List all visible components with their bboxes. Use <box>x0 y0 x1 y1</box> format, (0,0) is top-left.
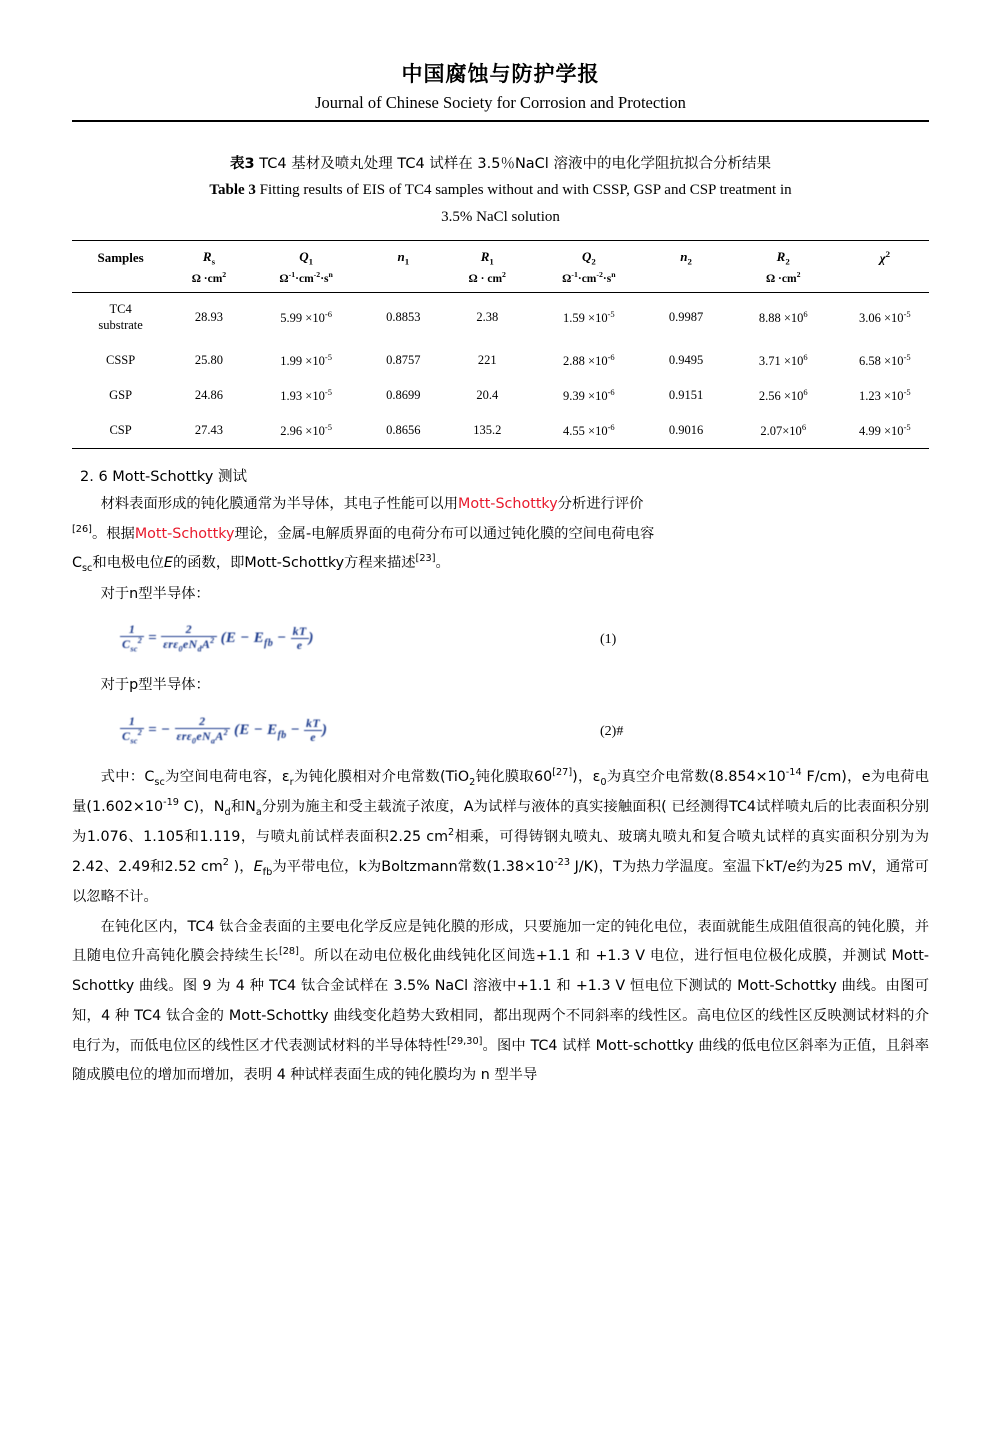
col-header-n2: $n_2$ <box>646 240 726 268</box>
p1-part-g: 。 <box>435 555 450 572</box>
p1-ref-26: [26] <box>72 523 92 535</box>
cell-n1: 0.8656 <box>364 413 444 449</box>
cell-r2: $2.07\times 10^6$ <box>726 413 841 449</box>
table-caption-cn-text: TC4 基材及喷丸处理 TC4 试样在 3.5％NaCl 溶液中的电化学阻抗拟合分析结果 <box>259 156 771 172</box>
p1-highlight-2: Mott-Schottky <box>134 525 235 542</box>
cell-rs: 24.86 <box>194 387 223 402</box>
table-caption-en-label: Table 3 <box>209 182 256 199</box>
paragraph-1-block <box>72 490 929 580</box>
cell-n2: 0.9016 <box>646 413 726 449</box>
cell-sample: GSP <box>109 387 133 402</box>
equation-1-image <box>120 623 450 657</box>
equation-2-row <box>72 715 929 749</box>
col-unit-chi2 <box>841 268 929 292</box>
cell-chi2: $1.23 \times 10^{-5}$ <box>859 386 911 403</box>
col-header-q1: $Q_1$ <box>249 240 364 268</box>
cell-n2: 0.9495 <box>668 352 704 367</box>
paragraph-1 <box>72 490 929 520</box>
table-row <box>72 343 929 378</box>
table-header-units <box>72 268 929 292</box>
paragraph-1-line3: $C_{sc}$和电极电位E的函数，即Mott-Schottky方程来描述[23]。 <box>72 553 450 575</box>
journal-header <box>72 0 929 122</box>
cell-n1: 0.8853 <box>386 310 421 325</box>
col-unit-n2 <box>646 268 726 292</box>
cell-chi2: $3.06 \times 10^{-5}$ <box>859 309 911 326</box>
cell-r1: 135.2 <box>443 413 531 449</box>
paragraph-1-line2 <box>72 520 929 550</box>
col-header-q2: $Q_2$ <box>531 240 646 268</box>
paragraph-p-type: 对于p型半导体： <box>100 677 210 694</box>
col-header-r2: $R_2$ <box>726 240 841 268</box>
table-caption-en-text: Fitting results of EIS of TC4 samples without and with CSSP, GSP and CSP treatment in <box>259 182 792 199</box>
p1-highlight-1: Mott-Schottky <box>458 496 558 513</box>
cell-q1: $1.99 \times 10^{-5}$ <box>280 351 332 368</box>
cell-r1: 20.4 <box>476 387 499 402</box>
table-caption-cn-label: 表3 <box>230 156 255 172</box>
cell-q2: $2.88 \times 10^{-6}$ <box>563 351 615 368</box>
equation-1-number: (1) <box>600 632 617 648</box>
cell-rs: 27.43 <box>169 413 249 449</box>
cell-sample: CSSP <box>105 352 136 367</box>
cell-q1: $2.96 \times 10^{-5}$ <box>249 413 364 449</box>
p1-part-a: 材料表面形成的钝化膜通常为半导体，其电子性能可以用 <box>100 496 459 513</box>
table-row <box>72 293 929 343</box>
col-unit-q2: $\Omega^{-1}\cdot cm^{-2}\cdot s^n$ <box>531 268 646 292</box>
cell-n1: 0.8757 <box>386 352 421 367</box>
cell-rs: 28.93 <box>194 310 223 325</box>
table-caption-en-line2: 3.5% NaCl solution <box>441 208 560 225</box>
col-unit-r1: $\Omega \cdot cm^2$ <box>443 268 531 292</box>
equation-1-row <box>72 623 929 657</box>
header-divider <box>72 120 929 122</box>
paragraph-n-type: 对于n型半导体： <box>100 585 210 602</box>
cell-chi2: $4.99 \times 10^{-5}$ <box>841 413 929 449</box>
p1-ref-23: [23] <box>415 553 436 565</box>
p1-part-d: 理论，金属-电解质界面的电荷分布可以通过钝化膜的空间电荷电容 <box>234 525 655 542</box>
equation-2-number: (2)# <box>600 724 624 740</box>
journal-title-en: Journal of Chinese Society for Corrosion and Protection <box>315 93 686 112</box>
cell-r2: $8.88 \times 10^6$ <box>758 309 808 326</box>
cell-n1: 0.8699 <box>386 387 421 402</box>
table-row <box>72 413 929 449</box>
section-heading: 2. 6 Mott-Schottky 测试 <box>80 469 247 486</box>
cell-chi2: $6.58 \times 10^{-5}$ <box>859 351 911 368</box>
col-unit-n1 <box>364 268 444 292</box>
table-caption-cn <box>72 152 929 177</box>
table-header <box>72 240 929 292</box>
col-unit-samples <box>72 268 169 292</box>
p1-part-c: 。根据 <box>91 525 135 542</box>
cell-r1: 2.38 <box>476 310 499 325</box>
cell-sample: TC4 substrate <box>98 302 143 332</box>
table-body <box>72 293 929 449</box>
cell-r2: $3.71 \times 10^6$ <box>758 351 808 368</box>
cell-r1: 221 <box>477 352 497 367</box>
cell-sample: CSP <box>72 413 169 449</box>
cell-q2: $4.55 \times 10^{-6}$ <box>531 413 646 449</box>
p1-part-e: 和电极电位 <box>92 555 164 572</box>
equation-2-image <box>120 715 450 749</box>
table-row <box>72 378 929 413</box>
cell-q2: $9.39 \times 10^{-6}$ <box>563 386 615 403</box>
paragraph-symbols: 式中：$C_{sc}$为空间电荷电容，$\varepsilon_r$为钝化膜相对介电常数(TiO$_2$钝化膜取60[27])，$\varepsilon_0$为真空介电常数($8.854\times 10^{-14}$ F/cm)，e为电荷电量($1.602\times 10^{-19}$ C)，$N_d$和$N_a$分别为施主和受主载流子浓度，A为试样与液体的真实接触面积( 已经测得TC4试样喷丸后的比表面积分别为1.076、1.105和1.119，与喷丸前试样表面积2.25 $cm^2$相乘，可得铸钢丸喷丸、玻璃丸喷丸和复合喷丸试样的真实面积分别为为2.42、2.49和2.52 $cm^2$ )，$E_{fb}$为平带电位，k为Boltzmann常数($1.38\times 10^{-23}$ J/K)，T为热力学温度。室温下kT/e约为25 mV，通常可以忽略不计。 <box>72 767 930 905</box>
col-header-chi2: $\chi^2$ <box>841 240 929 268</box>
col-header-n1: $n_1$ <box>364 240 444 268</box>
table-caption-en <box>72 177 929 203</box>
col-unit-q1: $\Omega^{-1}\cdot cm^{-2}\cdot s^n$ <box>249 268 364 292</box>
col-unit-rs: $\Omega \cdot cm^2$ <box>169 268 249 292</box>
journal-title-cn: 中国腐蚀与防护学报 <box>401 62 600 86</box>
col-header-rs: $R_s$ <box>169 240 249 268</box>
col-header-samples: Samples <box>72 240 169 268</box>
equation-1-text: $\frac{1}{C_{sc}^2}$ = $\frac{2}{\varepsilon r\varepsilon_0eN_dA^2}$ ($E - E_{fb}$ − $\frac{kT}{e}$ ) <box>122 622 314 654</box>
table-header-symbols <box>72 240 929 268</box>
paragraph-passivation: 在钝化区内，TC4 钛合金表面的主要电化学反应是钝化膜的形成，只要施加一定的钝化电位，表面就能生成阻值很高的钝化膜，并且随电位升高钝化膜会持续生长[28]。所以在动电位极化曲线钝化区间选+1.1 和 +1.3 V 电位，进行恒电位极化成膜，并测试 Mott-Schottky 曲线。图 9 为 4 种 TC4 钛合金试样在 3.5% NaCl 溶液中+1.1 和 +1.3 V 恒电位下测试的 Mott-Schottky 曲线。由图可知，4 种 TC4 钛合金的 Mott-Schottky 曲线变化趋势大致相同，都出现两个不同斜率的线性区。高电位区的线性区反映测试材料的介电行为，而低电位区的线性区才代表测试材料的半导体特性[29,30]。图中 TC4 试样 Mott-schottky 曲线的低电位区斜率为正值，且斜率随成膜电位的增加而增加，表明 4 种试样表面生成的钝化膜均为 n 型半导 <box>72 918 930 1084</box>
cell-n2: 0.9987 <box>668 310 704 325</box>
equation-2-text: $\frac{1}{C_{sc}^2}$ = − $\frac{2}{\varepsilon r\varepsilon_0eN_aA^2}$ ($E - E_{fb}$ − $\frac{kT}{e}$ ) <box>122 714 328 745</box>
eis-results-table <box>72 240 929 449</box>
cell-q1: $5.99 \times 10^{-6}$ <box>280 309 332 326</box>
p1-part-f: 的函数，即Mott-Schottky方程来描述 <box>172 555 416 572</box>
cell-q2: $1.59 \times 10^{-5}$ <box>563 309 615 326</box>
cell-rs: 25.80 <box>194 352 223 367</box>
cell-q1: $1.93 \times 10^{-5}$ <box>280 386 332 403</box>
col-unit-r2: $\Omega \cdot cm^2$ <box>726 268 841 292</box>
cell-n2: 0.9151 <box>668 387 704 402</box>
table-caption <box>72 152 929 230</box>
p1-part-b: 分析进行评价 <box>557 496 644 513</box>
cell-r2: $2.56 \times 10^6$ <box>758 386 808 403</box>
col-header-r1: $R_1$ <box>443 240 531 268</box>
